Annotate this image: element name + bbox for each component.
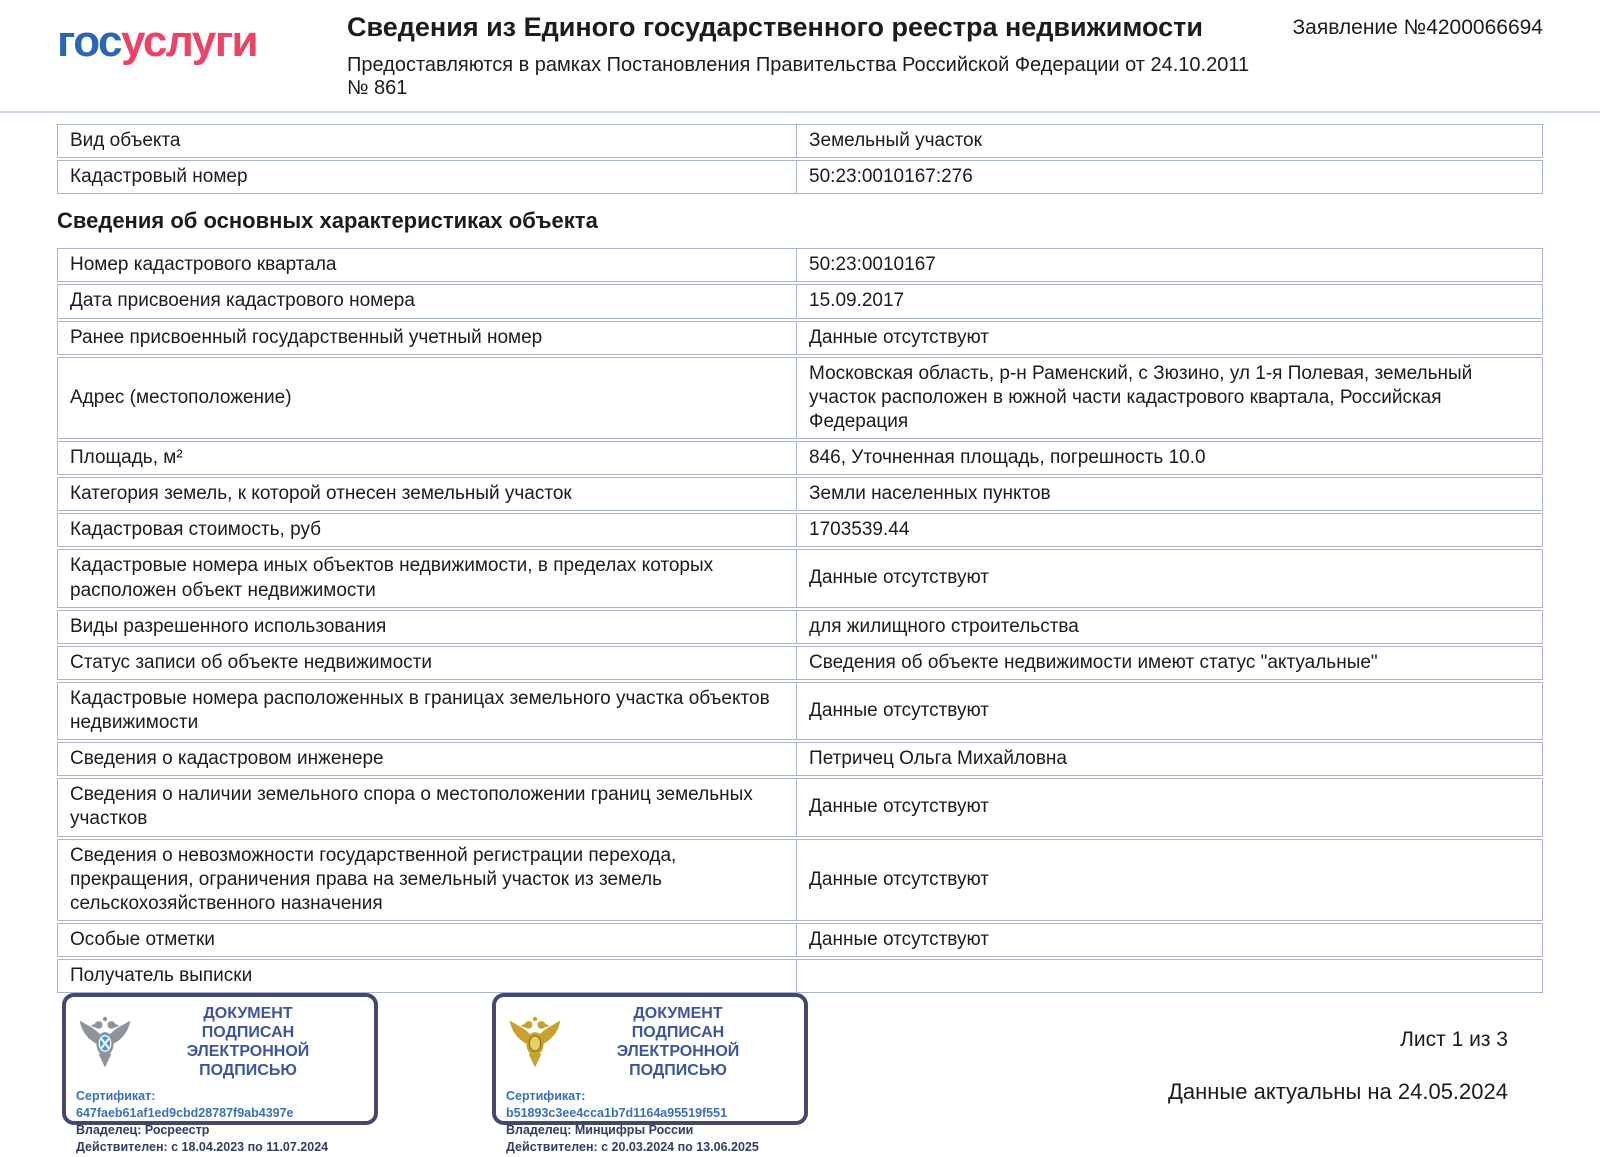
document-title: Сведения из Единого государственного реестра недвижимости — [347, 12, 1203, 42]
logo-part-uslugi: услуги — [121, 17, 258, 66]
row-value: Московская область, р-н Раменский, с Зюзино, ул 1-я Полевая, земельный участок расположен в южной части кадастрового квартала, Российская Федерация — [809, 362, 1473, 432]
row-label: Кадастровая стоимость, руб — [58, 514, 797, 546]
stamp-title-text: ДОКУМЕНТ ПОДПИСАН ЭЛЕКТРОННОЙ ПОДПИСЬЮ — [616, 1005, 740, 1079]
table-row — [57, 549, 1543, 607]
stamp-details — [506, 1088, 792, 1157]
table-row — [57, 959, 1543, 993]
row-label: Сведения о наличии земельного спора о местоположении границ земельных участков — [58, 779, 797, 835]
row-value: 846, Уточненная площадь, погрешность 10.0 — [809, 447, 1206, 469]
row-value: Сведения об объекте недвижимости имеют статус "актуальные" — [809, 651, 1378, 673]
row-label: Сведения о невозможности государственной регистрации перехода, прекращения, ограничения права на земельный участок из земель сельскохозяйственного назначения — [58, 840, 797, 920]
table-row — [57, 321, 1543, 355]
application-number: Заявление №4200066694 — [1292, 16, 1543, 39]
row-label: Статус записи об объекте недвижимости — [58, 647, 797, 679]
row-label: Кадастровые номера иных объектов недвижимости, в пределах которых расположен объект недвижимости — [58, 550, 797, 606]
stamp-top — [506, 1005, 792, 1081]
row-value: Петричец Ольга Михайловна — [809, 748, 1067, 770]
stamp-details — [76, 1088, 362, 1157]
row-label: Кадастровые номера расположенных в границах земельного участка объектов недвижимости — [58, 683, 797, 739]
document-subtitle: Предоставляются в рамках Постановления Правительства Российской Федерации от 24.10.2011 № 861 — [347, 54, 1250, 100]
row-value: Данные отсутствуют — [809, 699, 989, 721]
row-label: Сведения о кадастровом инженере — [58, 743, 797, 775]
table-row — [57, 160, 1543, 194]
row-value: для жилищного строительства — [809, 615, 1079, 637]
row-value: Данные отсутствуют — [809, 326, 989, 348]
table-row — [57, 248, 1543, 282]
row-label: Виды разрешенного использования — [58, 611, 797, 643]
table-row — [57, 742, 1543, 776]
table-row — [57, 682, 1543, 740]
row-label: Вид объекта — [58, 125, 797, 157]
stamp-certificate: Сертификат: b51893c3ee4cca1b7d1164a95519f551 — [506, 1088, 728, 1120]
signature-stamps — [62, 993, 808, 1155]
row-label: Площадь, м² — [58, 442, 797, 474]
characteristics-table — [57, 248, 1543, 993]
row-label: Адрес (местоположение) — [58, 358, 797, 438]
stamp-owner: Владелец: Минцифры России — [506, 1123, 694, 1137]
table-row — [57, 923, 1543, 957]
data-actual-date: Данные актуальны на 24.05.2024 — [1168, 1079, 1508, 1104]
row-label: Особые отметки — [58, 924, 797, 956]
row-value: Данные отсутствуют — [809, 567, 989, 589]
table-row — [57, 284, 1543, 318]
stamp-validity: Действителен: с 20.03.2024 по 13.06.2025 — [506, 1140, 759, 1155]
footer — [1168, 1028, 1508, 1105]
stamp-certificate: Сертификат: 647faeb61af1ed9cbd28787f9ab4397e — [76, 1088, 294, 1120]
rosreestr-emblem-icon — [76, 1014, 134, 1072]
table-row — [57, 124, 1543, 158]
row-value: 50:23:0010167:276 — [809, 166, 973, 188]
stamp-top — [76, 1005, 362, 1081]
table-row — [57, 357, 1543, 439]
row-value: 15.09.2017 — [809, 290, 905, 312]
object-table — [57, 124, 1543, 194]
row-value: 50:23:0010167 — [809, 254, 936, 276]
gosuslugi-logo — [57, 17, 347, 66]
stamp-owner: Владелец: Росреестр — [76, 1123, 210, 1137]
row-label: Кадастровый номер — [58, 161, 797, 193]
row-label: Получатель выписки — [58, 960, 797, 992]
row-label: Ранее присвоенный государственный учетный номер — [58, 322, 797, 354]
content — [0, 124, 1600, 993]
table-row — [57, 610, 1543, 644]
table-row — [57, 513, 1543, 547]
table-row — [57, 839, 1543, 921]
row-label: Дата присвоения кадастрового номера — [58, 285, 797, 317]
section-title: Сведения об основных характеристиках объекта — [57, 208, 598, 234]
stamp-title — [564, 1005, 792, 1081]
signature-stamp-rosreestr — [62, 993, 378, 1155]
row-value: 1703539.44 — [809, 519, 910, 541]
row-value: Данные отсутствуют — [809, 796, 989, 818]
table-row — [57, 477, 1543, 511]
sheet-number: Лист 1 из 3 — [1400, 1028, 1508, 1051]
row-label: Номер кадастрового квартала — [58, 249, 797, 281]
signature-stamp-mincifry — [492, 993, 808, 1155]
russia-emblem-icon — [506, 1014, 564, 1072]
row-value — [797, 960, 1542, 992]
row-value: Земельный участок — [809, 130, 982, 152]
header — [0, 0, 1600, 100]
row-value: Земли населенных пунктов — [809, 483, 1051, 505]
row-value: Данные отсутствуют — [809, 868, 989, 890]
row-value: Данные отсутствуют — [809, 928, 989, 950]
header-divider — [0, 111, 1600, 113]
logo-part-gos: гос — [57, 17, 122, 66]
table-row — [57, 778, 1543, 836]
table-row — [57, 646, 1543, 680]
table-row — [57, 441, 1543, 475]
row-label: Категория земель, к которой отнесен земельный участок — [58, 478, 797, 510]
header-title-block — [347, 12, 1292, 100]
stamp-title-text: ДОКУМЕНТ ПОДПИСАН ЭЛЕКТРОННОЙ ПОДПИСЬЮ — [186, 1005, 310, 1079]
stamp-title — [134, 1005, 362, 1081]
stamp-validity: Действителен: с 18.04.2023 по 11.07.2024 — [76, 1140, 329, 1155]
